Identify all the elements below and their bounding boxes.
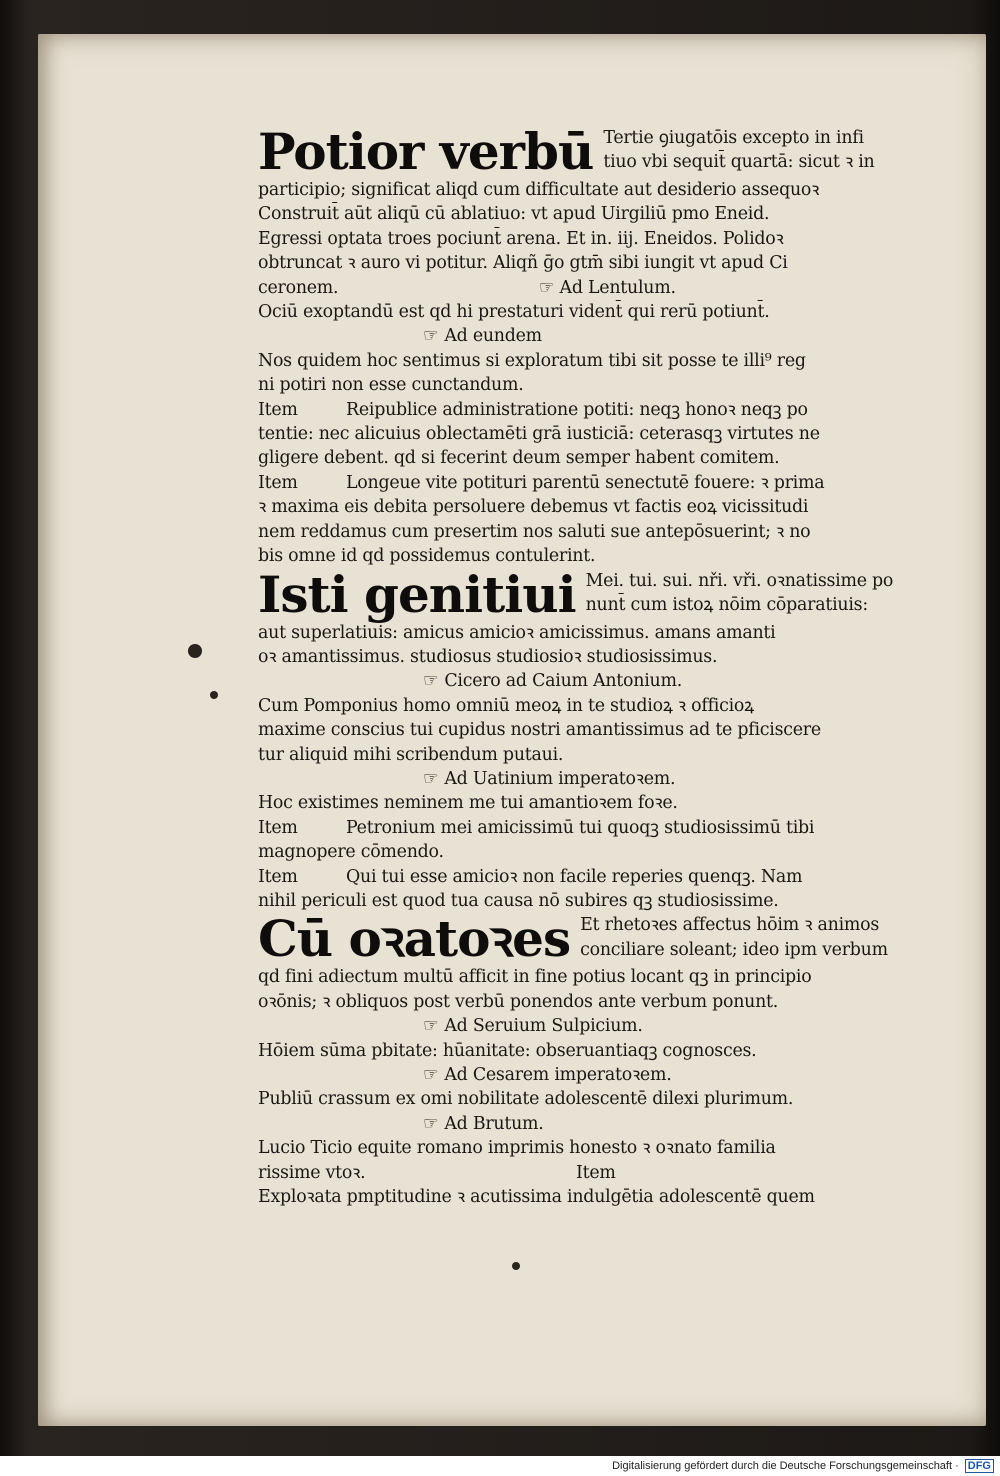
text-line: oꝛ amantissimus. studiosus studiosioꝛ studiosissimus. (258, 646, 718, 667)
rubric-row (258, 767, 948, 791)
pointing-hand-icon: ☞ (423, 768, 439, 789)
rubric-heading: Ad Cesarem imperatoꝛem. (444, 1065, 672, 1085)
rubric-row (258, 1063, 948, 1087)
pointing-hand-icon: ☞ (538, 277, 555, 298)
rubric-heading: Ad Uatinium imperatoꝛem. (444, 768, 676, 789)
quote-line: maxime conscius tui cupidus nostri amantissimus ad te pficiscere (258, 720, 821, 741)
text-fragment: Petronium mei amicissimū tui quoqꝫ studiosissimū tibi (346, 817, 815, 838)
text-column (258, 122, 948, 1209)
rubric-heading: Ad Brutum. (444, 1113, 544, 1134)
rubric-heading: Ad Seruium Sulpicium. (444, 1016, 643, 1037)
text-line: Mei. tui. sui. nři. vři. oꝛnatissime po (585, 570, 894, 591)
item-line (258, 398, 948, 422)
text-line: qd fini adiectum multū afficit in fine potius locant qꝫ in principio (258, 967, 812, 988)
item-label: Item (575, 1162, 616, 1183)
text-fragment: Reipublice administratione potiti: neqꝫ honoꝛ neqꝫ po (346, 399, 808, 420)
footer-bar (0, 1456, 1000, 1476)
text-line: Tertie ꝯiugatōis excepto in infi (603, 128, 864, 148)
quote-line: ni potiri non esse cunctandum. (258, 375, 524, 396)
text-line: Construit̄ aūt aliqū cū ablatiuo: vt apud Uirgiliū pmo Eneid. (258, 204, 770, 225)
text-line: gligere debent. qd si fecerint deum semper habent comitem. (258, 448, 780, 469)
quote-line: Nos quidem hoc sentimus si exploratum tibi sit posse te illi⁹ reg (258, 350, 806, 371)
item-label: Item (258, 817, 298, 838)
quote-line: Lucio Ticio equite romano imprimis honesto ꝛ oꝛnato familia (258, 1138, 776, 1159)
text-line: tiuo vbi sequit̄ quartā: sicut ꝛ in (603, 152, 875, 173)
section-cum-oratores (258, 909, 948, 969)
headword-cum-oratores: Cū oꝛatoꝛes (258, 909, 571, 969)
item-line (258, 816, 948, 840)
quote-line: Exploꝛata pmptitudine ꝛ acutissima indulgētia adolescentē quem (258, 1187, 815, 1208)
rubric-heading: Ad Lentulum. (559, 277, 676, 298)
text-line-with-item (258, 1161, 948, 1185)
text-fragment: rissime vtoꝛ. (258, 1162, 366, 1183)
headword-isti-genitiui: Isti genitiui (258, 564, 576, 624)
book-page (38, 34, 986, 1426)
footer-credit: Digitalisierung gefördert durch die Deutsche Forschungsgemeinschaft · (612, 1460, 959, 1472)
quote-line: Ociū exoptandū est qd hi prestaturi vident̄ qui rerū potiunt̄. (258, 302, 770, 323)
section-isti-genitiui (258, 564, 948, 624)
text-line: nunt̄ cum istoꝝ nōim cōparatiuis: (585, 594, 868, 615)
text-line: conciliare soleant; ideo ipm verbum (580, 939, 888, 960)
pointing-hand-icon: ☞ (423, 671, 439, 692)
headword-potior: Potior verbū (258, 122, 594, 181)
item-label: Item (258, 472, 298, 493)
rubric-row (258, 324, 948, 348)
quote-line: Publiū crassum ex omi nobilitate adolescentē dilexi plurimum. (258, 1089, 794, 1110)
rubric-heading: Ad eundem (444, 326, 542, 347)
text-line: ꝛ maxima eis debita persoluere debemus vt factis eoꝝ vicissitudi (258, 497, 809, 518)
text-line: aut superlatiuis: amicus amicioꝛ amicissimus. amans amanti (258, 622, 776, 643)
text-line: participio; significat aliqd cum difficultate aut desiderio assequoꝛ (258, 180, 820, 200)
pointing-hand-icon: ☞ (423, 1113, 439, 1134)
text-line: nem reddamus cum presertim nos saluti sue antepōsuerint; ꝛ no (258, 521, 811, 542)
text-line: oꝛōnis; ꝛ obliquos post verbū ponendos ante verbum ponunt. (258, 991, 779, 1012)
item-line (258, 865, 948, 889)
text-line: nihil periculi est quod tua causa nō subires qꝫ studiosissime. (258, 890, 779, 911)
rubric-row (258, 1112, 948, 1136)
text-line: Et rhetoꝛes affectus hōim ꝛ animos (580, 915, 880, 936)
text-fragment: ceronem. (258, 277, 339, 298)
dfg-logo: DFG (965, 1459, 994, 1473)
quote-line: Cum Pomponius homo omniū meoꝝ in te studioꝝ ꝛ officioꝝ (258, 695, 754, 716)
pointing-hand-icon: ☞ (423, 326, 439, 347)
item-line (258, 471, 948, 495)
page-spot-3 (512, 1262, 520, 1270)
page-spot-1 (188, 644, 202, 658)
text-line: magnopere cōmendo. (258, 842, 444, 863)
rubric-row (258, 1014, 948, 1038)
pointing-hand-icon: ☞ (423, 1065, 439, 1085)
text-line: tentie: nec alicuius oblectamēti grā iusticiā: ceterasqꝫ virtutes ne (258, 424, 820, 445)
item-label: Item (258, 866, 298, 887)
text-fragment: Longeue vite potituri parentū senectutē fouere: ꝛ prima (346, 472, 825, 493)
item-label: Item (258, 399, 298, 420)
rubric-heading: Cicero ad Caium Antonium. (444, 671, 682, 692)
text-line: obtruncat ꝛ auro vi potitur. Aliqñ ḡo gtm̄ sibi iungit vt apud Ci (258, 253, 788, 274)
section-potior (258, 122, 948, 181)
rubric-row (258, 669, 948, 693)
text-line-with-rubric (258, 276, 948, 300)
pointing-hand-icon: ☞ (423, 1016, 439, 1037)
quote-line: Hōiem sūma pbitate: hūanitate: obseruantiaqꝫ cognosces. (258, 1040, 757, 1061)
quote-line: Hoc existimes neminem me tui amantioꝛem foꝛe. (258, 793, 678, 814)
quote-line: tur aliquid mihi scribendum putaui. (258, 744, 564, 765)
page-spot-2 (210, 691, 218, 699)
text-line: bis omne id qd possidemus contulerint. (258, 546, 596, 567)
text-fragment: Qui tui esse amicioꝛ non facile reperies quenqꝫ. Nam (346, 866, 803, 887)
text-line: Egressi optata troes pociunt̄ arena. Et in. iij. Eneidos. Polidoꝛ (258, 228, 784, 249)
